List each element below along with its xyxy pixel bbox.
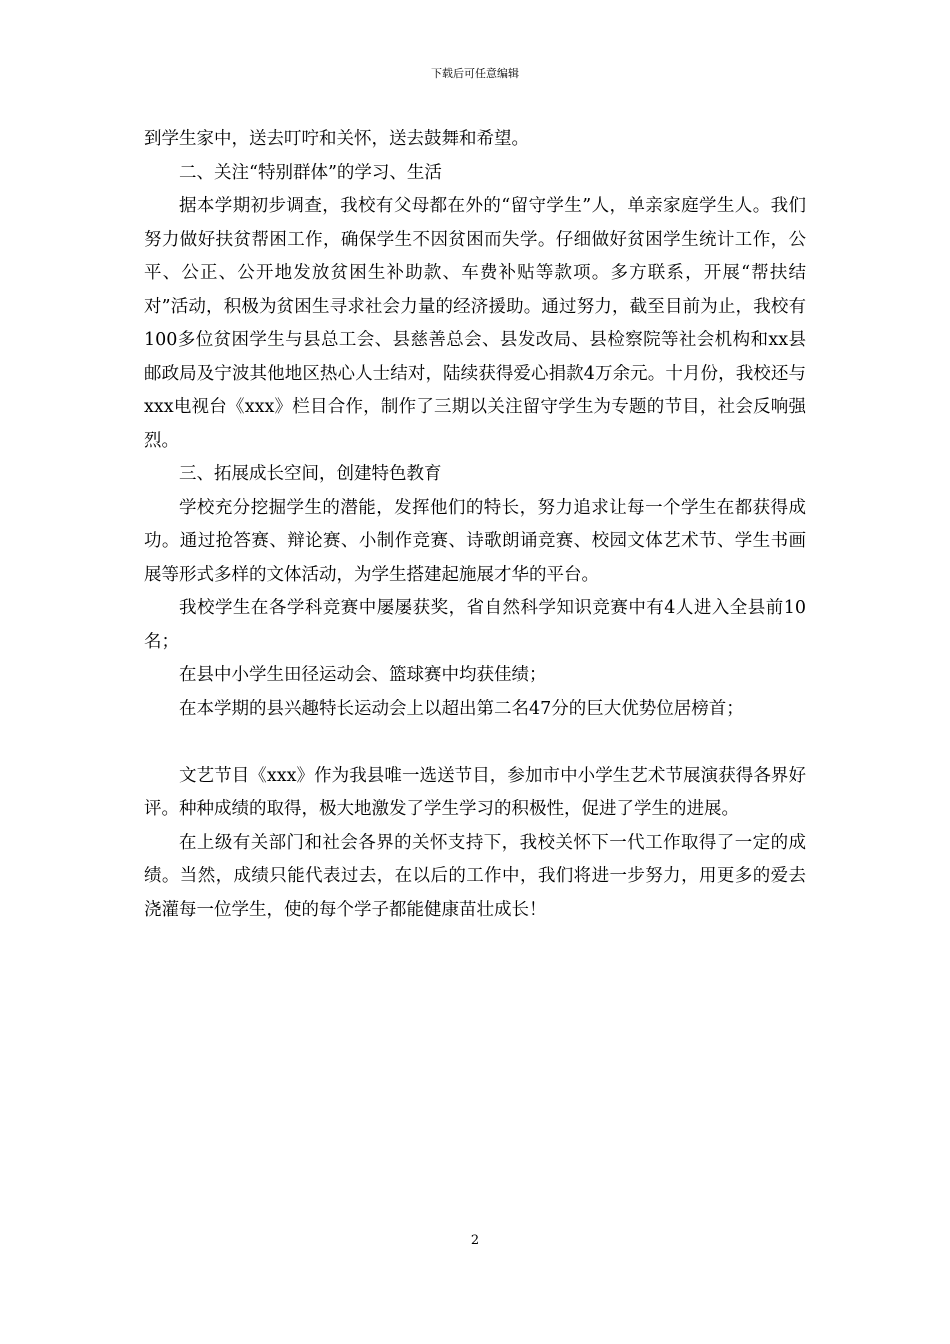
paragraph-conclusion: 在上级有关部门和社会各界的关怀支持下，我校关怀下一代工作取得了一定的成绩。当然，成绩只能代表过去，在以后的工作中，我们将进一步努力，用更多的爱去浇灌每一位学生，使的每个学子都能健康苗壮成长！ [144,832,806,920]
document-body [144,123,806,927]
paragraph-continuation: 到学生家中，送去叮咛和关怀，送去鼓舞和希望。 [144,129,529,149]
page-number: 2 [470,1233,480,1248]
section-heading-3: 三、拓展成长空间，创建特色教育 [179,464,442,484]
section-heading-2: 二、关注“特别群体”的学习、生活 [179,162,442,183]
paragraph-athletics: 在县中小学生田径运动会、篮球赛中均获佳绩； [179,665,547,685]
paragraph-competition: 我校学生在各学科竞赛中屡屡获奖，省自然科学知识竞赛中有4人进入全县前10名； [144,598,806,652]
page-header: 下载后可任意编辑 [431,67,519,80]
paragraph-art-program: 文艺节目《xxx》作为我县唯一选送节目，参加市中小学生艺术节展演获得各界好评。种种成绩的取得，极大地激发了学生学习的积极性，促进了学生的进展。 [144,765,806,819]
paragraph-special-groups: 据本学期初步调查，我校有父母都在外的“留守学生”人，单亲家庭学生人。我们努力做好扶贫帮困工作，确保学生不因贫困而失学。仔细做好贫困学生统计工作，公平、公正、公开地发放贫困生补助款、车费补贴等款项。多方联系，开展“帮扶结对”活动，积极为贫困生寻求社会力量的经济援助。通过努力，截至目前为止，我校有100多位贫困学生与县总工会、县慈善总会、县发改局、县检察院等社会机构和xx县邮政局及宁波其他地区热心人士结对，陆续获得爱心捐款4万余元。十月份，我校还与xxx电视台《xxx》栏目合作，制作了三期以关注留守学生为专题的节目，社会反响强烈。 [144,196,806,451]
blank-line [144,726,806,760]
paragraph-potential: 学校充分挖掘学生的潜能，发挥他们的特长，努力追求让每一个学生在都获得成功。通过抢答赛、辩论赛、小制作竞赛、诗歌朗诵竞赛、校园文体艺术节、学生书画展等形式多样的文体活动，为学生搭建起施展才华的平台。 [144,497,806,585]
paragraph-sports-meet: 在本学期的县兴趣特长运动会上以超出第二名47分的巨大优势位居榜首； [179,698,744,719]
